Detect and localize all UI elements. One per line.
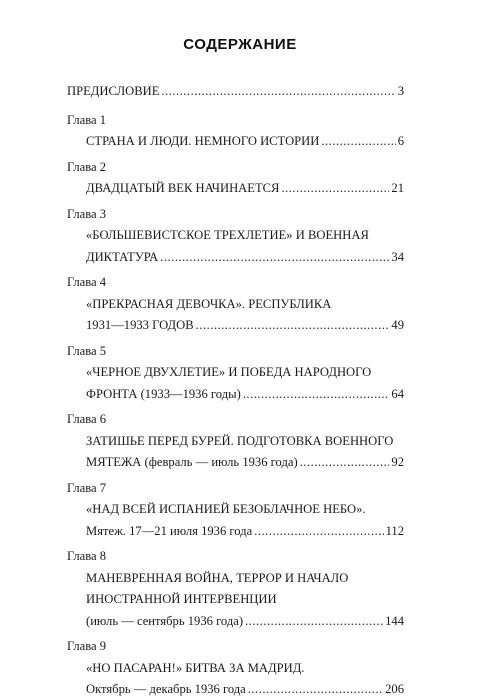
toc-entry-title: ЗАТИШЬЕ ПЕРЕД БУРЕЙ. ПОДГОТОВКА ВОЕННОГО [86, 433, 394, 448]
toc-chapter-title-line [67, 569, 404, 588]
toc-chapter-entry[interactable] [67, 132, 404, 151]
dot-leader [160, 248, 389, 267]
toc-entry-title: 1931—1933 ГОДОВ [86, 318, 194, 332]
toc-page-number: 112 [385, 523, 404, 538]
page-title: СОДЕРЖАНИЕ [183, 36, 297, 53]
toc-chapter-title-line [67, 295, 404, 314]
dot-leader [245, 612, 383, 631]
toc-entry-title: ФРОНТА (1933—1936 годы) [86, 386, 241, 401]
toc-entry-title: Октябрь — декабрь 1936 года [86, 682, 246, 696]
toc-preface[interactable] [67, 82, 404, 101]
toc-chapter-entry[interactable] [67, 248, 404, 267]
toc-chapter-entry[interactable] [67, 612, 404, 631]
chapter-label: Глава 8 [67, 549, 107, 563]
toc-entry-title: Мятеж. 17—21 июля 1936 года [86, 523, 253, 538]
chapter-label: Глава 2 [67, 159, 107, 174]
chapter-label: Глава 6 [67, 412, 107, 426]
chapter-label: Глава 3 [67, 206, 107, 221]
toc-chapter-title-line [67, 432, 404, 451]
chapter-label: Глава 9 [67, 639, 107, 653]
toc-chapter-entry[interactable] [67, 385, 404, 404]
toc-entry-title: «ПРЕКРАСНАЯ ДЕВОЧКА». РЕСПУБЛИКА [86, 296, 332, 311]
chapter-label: Глава 1 [67, 112, 107, 127]
dot-leader [196, 316, 390, 335]
toc-entry-title: «НО ПАСАРАН!» БИТВА ЗА МАДРИД. [86, 660, 305, 675]
toc-page-number: 64 [391, 386, 404, 401]
table-of-contents [67, 82, 404, 699]
dot-leader [321, 132, 395, 151]
toc-chapter-entry[interactable] [67, 522, 404, 541]
toc-entry-title: СТРАНА И ЛЮДИ. НЕМНОГО ИСТОРИИ [86, 134, 320, 148]
dot-leader [161, 82, 395, 101]
toc-page-number: 21 [391, 181, 404, 195]
dot-leader [281, 179, 389, 198]
toc-entry-title: МАНЕВРЕННАЯ ВОЙНА, ТЕРРОР И НАЧАЛО [86, 570, 349, 585]
toc-chapter-title-line [67, 363, 404, 382]
toc-entry-title: (июль — сентябрь 1936 года) [86, 613, 244, 628]
dot-leader [300, 453, 390, 472]
dot-leader [248, 680, 383, 699]
toc-entry-title: ДВАДЦАТЫЙ ВЕК НАЧИНАЕТСЯ [86, 181, 280, 195]
toc-entry-title: МЯТЕЖА (февраль — июль 1936 года) [86, 455, 298, 469]
toc-chapter-title-line [67, 659, 404, 678]
toc-page-number: 3 [397, 84, 404, 98]
dot-leader [254, 522, 383, 541]
toc-chapter-entry[interactable] [67, 680, 404, 699]
toc-chapter-title-line [67, 500, 404, 519]
toc-chapter-entry[interactable] [67, 179, 404, 198]
toc-page-number: 206 [385, 682, 404, 696]
toc-page-number: 6 [397, 134, 404, 148]
toc-page-number: 49 [391, 318, 404, 332]
toc-page-number: 34 [391, 249, 404, 264]
toc-entry-title: ПРЕДИСЛОВИЕ [67, 84, 160, 98]
toc-entry-title: «НАД ВСЕЙ ИСПАНИЕЙ БЕЗОБЛАЧНОЕ НЕБО». [86, 502, 366, 516]
toc-page-number: 92 [391, 455, 404, 469]
toc-entry-title: ИНОСТРАННОЙ ИНТЕРВЕНЦИИ [86, 592, 277, 606]
toc-page-number: 144 [385, 613, 404, 628]
toc-chapter-entry[interactable] [67, 453, 404, 472]
dot-leader [243, 385, 390, 404]
toc-entry-title: «БОЛЬШЕВИСТСКОЕ ТРЕХЛЕТИЕ» И ВОЕННАЯ [86, 228, 369, 242]
chapter-label: Глава 4 [67, 275, 107, 289]
toc-entry-title: «ЧЕРНОЕ ДВУХЛЕТИЕ» И ПОБЕДА НАРОДНОГО [86, 365, 372, 379]
toc-chapter-title-line [67, 590, 404, 609]
chapter-label: Глава 7 [67, 480, 107, 495]
toc-entry-title: ДИКТАТУРА [86, 249, 159, 264]
toc-chapter-entry[interactable] [67, 316, 404, 335]
chapter-label: Глава 5 [67, 343, 107, 358]
toc-chapter-title-line [67, 226, 404, 245]
